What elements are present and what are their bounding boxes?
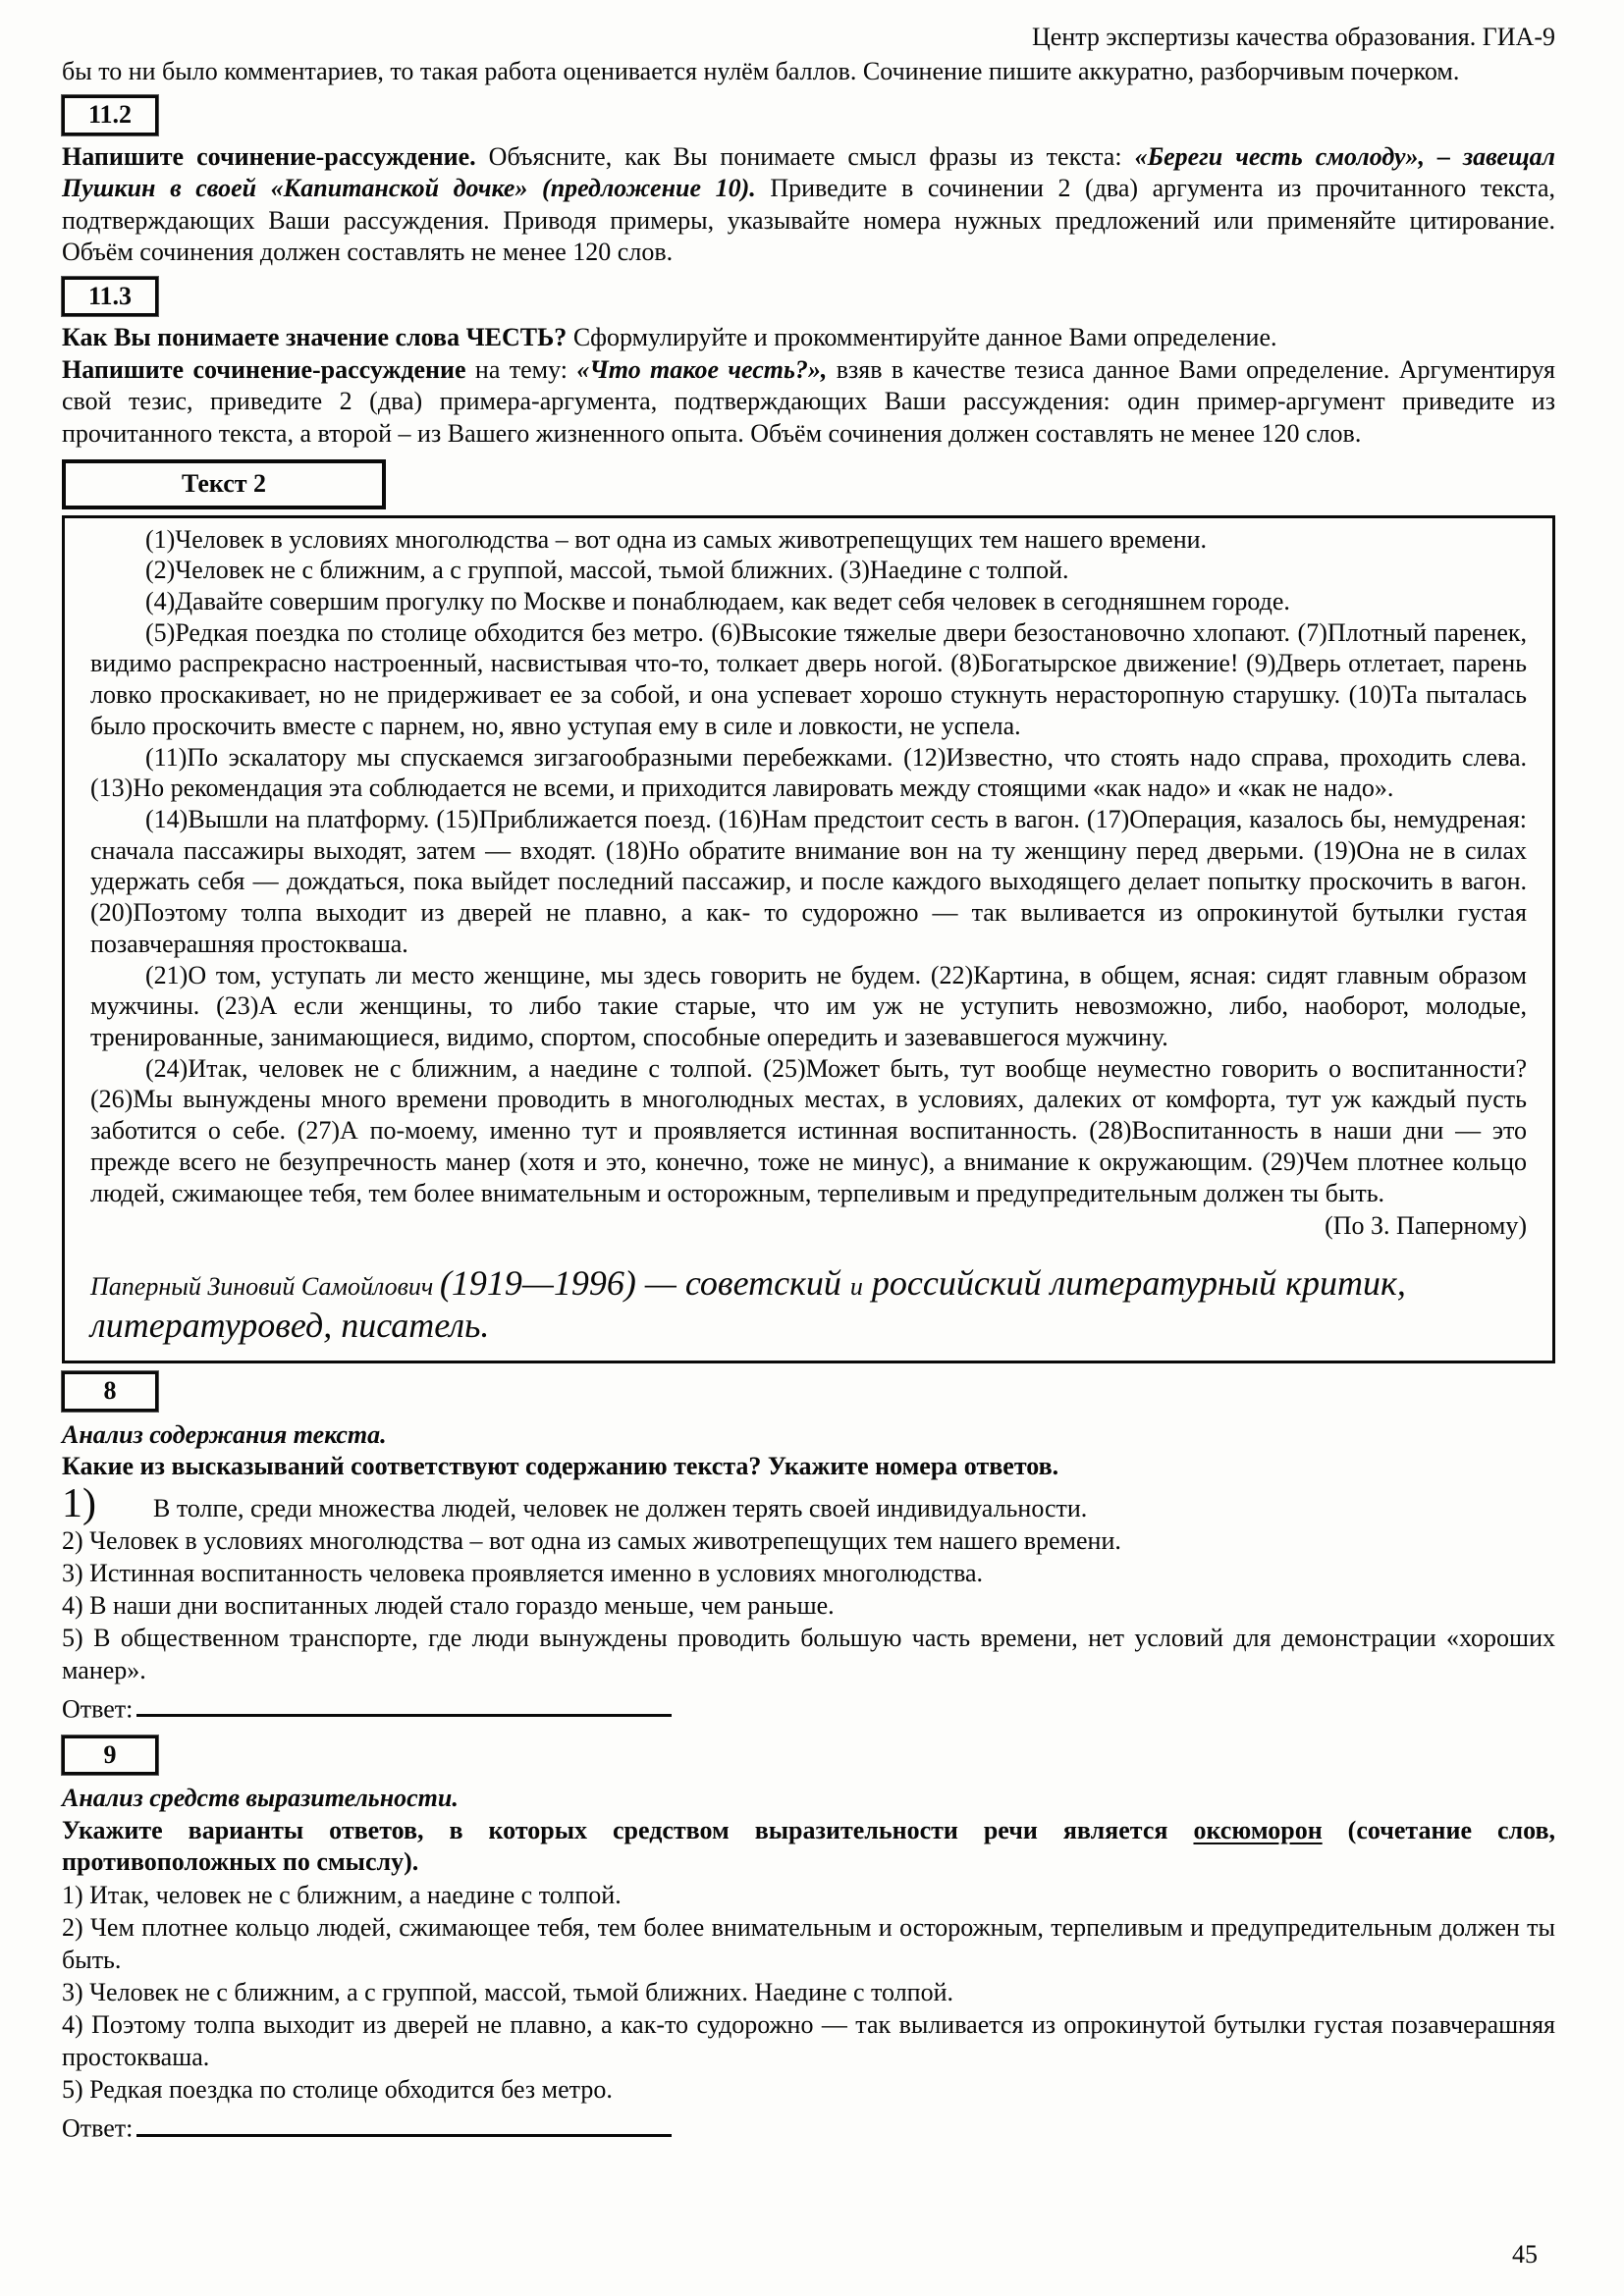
text2-paragraph: (21)О том, уступать ли место женщине, мы здесь говорить не будем. (22)Картина, в общем, ясная: сидят главным образом мужчины. (23)А если женщины, то либо такие старые, что им уж не уступить невозможно, либо, наоборот, молодые, тренированные, занимающиеся, видимо, спортом, способные опередить и зазевавшегося мужчину. <box>90 960 1527 1051</box>
text2-paragraph: (2)Человек не с ближним, а с группой, массой, тьмой ближних. (3)Наедине с толпой. <box>145 556 1069 585</box>
text2-attribution: (По З. Паперному) <box>1325 1211 1527 1241</box>
task-11-2-text2: Приведите в сочинении 2 (два) аргумента из прочитанного текста, подтверждающих Ваши рассуждения. Приводя примеры, указывайте номера нужных предложений или применяйте цитирование. Объём сочинения должен составлять не менее 120 слов. <box>62 174 1555 266</box>
q9-prompt-part2: (сочетание слов, противоположных по смыслу). <box>62 1815 1555 1877</box>
q8-option-2: 2) Человек в условиях многолюдства – вот одна из самых животрепещущих тем нашего времени. <box>62 1525 1121 1555</box>
text2-paragraph: (4)Давайте совершим прогулку по Москве и понаблюдаем, как ведет себя человек в сегодняшнем городе. <box>145 586 1290 615</box>
text2-box <box>62 515 1555 1364</box>
task-number-11-3: 11.3 <box>87 281 133 310</box>
text2-paragraph: (5)Редкая поездка по столице обходится без метро. (6)Высокие тяжелые двери безостановочно хлопают. (7)Плотный паренек, видимо распрекрасно настроенный, насвистывая что-то, толкает дверь ногой. (8)Богатырское движение! (9)Дверь отлетает, парень ловко проскакивает, но не придерживает ее за собой, и она успевает хорошо стукнуть нерасторопную старушку. (10)Та пыталась было проскочить вместе с парнем, но, явно уступая ему в силе и ловкости, не успела. <box>90 617 1527 740</box>
author-mid: — советский <box>635 1262 850 1303</box>
task-11-3-line2-rest: взяв в качестве тезиса данное Вами определение. Аргументируя свой тезис, приведите 2 (два) примера-аргумента, подтверждающих Ваши рассуждения: один пример-аргумент приведите из прочитанного текста, а второй – из Вашего жизненного опыта. Объём сочинения должен составлять не менее 120 слов. <box>62 354 1555 448</box>
q8-answer-row <box>62 1690 1555 1726</box>
q8-prompt: Какие из высказываний соответствуют содержанию текста? Укажите номера ответов. <box>62 1452 1059 1481</box>
q9-option-4: 4) Поэтому толпа выходит из дверей не плавно, а как-то судорожно — так выливается из опрокинутой бутылки густая позавчерашняя простокваша. <box>62 2010 1555 2072</box>
author-note <box>90 1262 1527 1347</box>
text2-paragraph: (11)По эскалатору мы спускаемся зигзагообразными перебежками. (12)Известно, что стоять надо справа, проходить слева. (13)Но рекомендация эта соблюдается не всеми, и приходится лавировать между стоящими «как надо» и «как не надо». <box>90 742 1527 803</box>
page-header: Центр экспертизы качества образования. ГИА-9 <box>1032 23 1555 51</box>
q9-prompt <box>62 1815 1555 1879</box>
task-11-3-theme-quote: «Что такое честь?», <box>576 354 828 384</box>
question-number-9: 9 <box>103 1739 117 1769</box>
task-11-3 <box>62 322 1555 450</box>
task-11-2-quote: «Береги честь смолоду», – завещал Пушкин в своей «Капитанской дочке» (предложение 10). <box>62 141 1555 202</box>
author-years: (1919—1996) <box>439 1262 636 1303</box>
q9-option-1: 1) Итак, человек не с ближним, а наедине с толпой. <box>62 1880 622 1909</box>
task-11-2-text <box>62 141 1555 269</box>
task-11-3-line2 <box>62 354 1555 451</box>
task-11-2-lead: Напишите сочинение-рассуждение. <box>62 141 476 171</box>
q9-answer-label: Ответ: <box>62 2113 134 2143</box>
text2-label-box <box>62 459 386 509</box>
text2-paragraph: (24)Итак, человек не с ближним, а наедине с толпой. (25)Может быть, тут вообще неуместно говорить о воспитанности? (26)Мы вынуждены много времени проводить в многолюдных местах, в условиях, далеких от комфорта, тут уж каждый пусть заботится о себе. (27)А по-моему, именно тут и проявляется истинная воспитанность. (28)Воспитанность в наши дни — это прежде всего не безупречность манер (хотя и это, конечно, тоже не минус), а внимание к окружающим. (29)Чем плотнее кольцо людей, сжимающее тебя, тем более внимательным и осторожным, терпеливым и предупредительным должен ты быть. <box>90 1053 1527 1207</box>
text2-paragraph: (14)Вышли на платформу. (15)Приближается поезд. (16)Нам предстоит сесть в вагон. (17)Операция, казалось бы, немудреная: сначала пассажиры выходят, затем — входят. (18)Но обратите внимание вон на ту женщину перед дверьми. (19)Она не в силах удержать себя — дождаться, пока выйдет последний пассажир, и после каждого выходящего делает попытку проскочить в вагон. (20)Поэтому толпа выходит из дверей не плавно, а как- то судорожно — так выливается из опрокинутой бутылки густая позавчерашняя простокваша. <box>90 804 1527 958</box>
task-11-3-line2-text1: на тему: <box>465 354 577 384</box>
q8-answer-blank[interactable] <box>136 1690 672 1718</box>
q8-subtitle: Анализ содержания текста. <box>62 1419 387 1449</box>
q8-option-1-text: В толпе, среди множества людей, человек не должен терять своей индивидуальности. <box>153 1493 1088 1522</box>
q8-option-3: 3) Истинная воспитанность человека проявляется именно в условиях многолюдства. <box>62 1558 984 1587</box>
task-number-box-11-3 <box>62 277 158 317</box>
task-11-2-text1: Объясните, как Вы понимаете смысл фразы из текста: <box>475 141 1135 171</box>
task-number-box-11-2 <box>62 95 158 135</box>
q8-option-1 <box>62 1480 1555 1526</box>
question-number-8: 8 <box>103 1376 117 1406</box>
q9-option-2: 2) Чем плотнее кольцо людей, сжимающее тебя, тем более внимательным и осторожным, терпеливым и предупредительным должен ты быть. <box>62 1912 1555 1974</box>
task-11-3-line1-rest: Сформулируйте и прокомментируйте данное Вами определение. <box>567 323 1277 351</box>
question-9 <box>62 1783 1555 2145</box>
task-11-3-line1-bold: Как Вы понимаете значение слова ЧЕСТЬ? <box>62 323 568 351</box>
author-name: Паперный Зиновий Самойлович <box>90 1271 440 1301</box>
q9-answer-blank[interactable] <box>136 2109 672 2137</box>
task-number-11-2: 11.2 <box>87 100 133 129</box>
q9-prompt-part1: Укажите варианты ответов, в которых средством выразительности речи является <box>62 1815 1194 1844</box>
page-number: 45 <box>1512 2239 1538 2269</box>
author-and: и <box>849 1271 863 1301</box>
q9-option-3: 3) Человек не с ближним, а с группой, массой, тьмой ближних. Наедине с толпой. <box>62 1978 954 2007</box>
q8-option-4: 4) В наши дни воспитанных людей стало гораздо меньше, чем раньше. <box>62 1590 835 1620</box>
task-11-3-line1 <box>62 322 1555 354</box>
q9-prompt-term: оксюморон <box>1193 1815 1323 1844</box>
q9-option-5: 5) Редкая поездка по столице обходится без метро. <box>62 2075 613 2105</box>
q8-answer-label: Ответ: <box>62 1694 134 1724</box>
task-11-3-line2-bold: Напишите сочинение-рассуждение <box>62 354 466 384</box>
q9-answer-row <box>62 2109 1555 2145</box>
question-number-box-9 <box>62 1735 158 1776</box>
q9-subtitle: Анализ средств выразительности. <box>62 1784 459 1813</box>
task-11-2 <box>62 141 1555 269</box>
intro-paragraph: бы то ни было комментариев, то такая работа оценивается нулём баллов. Сочинение пишите аккуратно, разборчивым почерком. <box>62 56 1460 85</box>
text2-paragraph: (1)Человек в условиях многолюдства – вот одна из самых животрепещущих тем нашего времени. <box>145 524 1208 554</box>
question-number-box-8 <box>62 1371 158 1412</box>
q8-option-1-number: 1) <box>62 1480 96 1526</box>
author-rest: российский литературный критик, литературовед, писатель. <box>90 1262 1406 1345</box>
q8-option-5: 5) В общественном транспорте, где люди вынуждены проводить большую часть времени, нет условий для демонстрации «хороших манер». <box>62 1623 1555 1684</box>
text2-label: Текст 2 <box>181 469 267 498</box>
question-8 <box>62 1419 1555 1726</box>
